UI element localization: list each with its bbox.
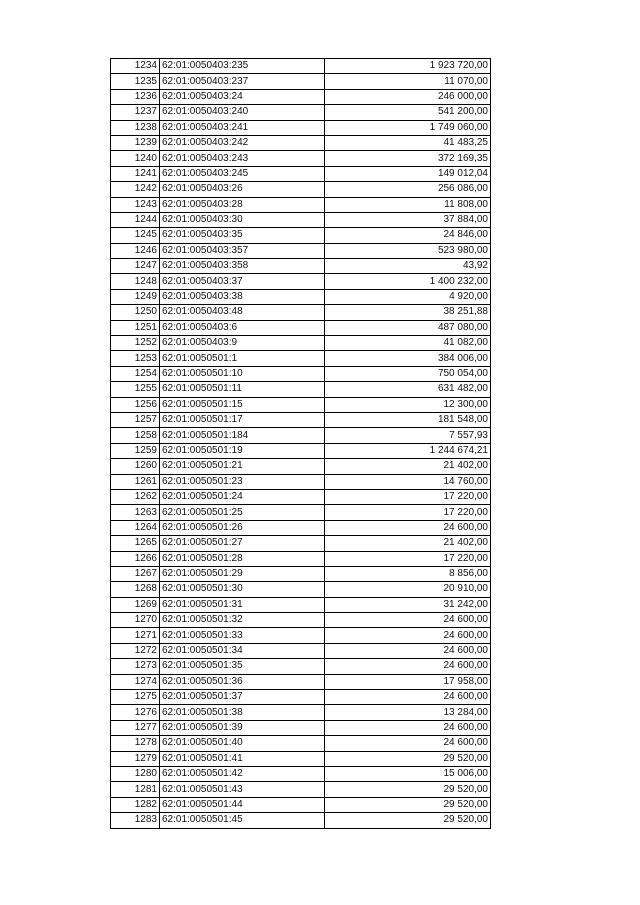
cadastral-number-cell: 62:01:0050501:27	[160, 536, 325, 551]
amount-cell: 13 284,00	[325, 705, 491, 720]
cadastral-number-cell: 62:01:0050403:240	[160, 105, 325, 120]
cadastral-number-cell: 62:01:0050501:35	[160, 659, 325, 674]
amount-cell: 41 483,25	[325, 135, 491, 150]
table-row	[111, 243, 491, 258]
cadastral-number-cell: 62:01:0050501:37	[160, 690, 325, 705]
amount-cell: 29 520,00	[325, 813, 491, 828]
cadastral-number-cell: 62:01:0050501:30	[160, 582, 325, 597]
table-row	[111, 536, 491, 551]
cadastral-number-cell: 62:01:0050501:10	[160, 366, 325, 381]
table-row	[111, 690, 491, 705]
row-number-cell: 1260	[111, 459, 160, 474]
cadastral-number-cell: 62:01:0050501:38	[160, 705, 325, 720]
row-number-cell: 1239	[111, 135, 160, 150]
table-row	[111, 89, 491, 104]
table-row	[111, 505, 491, 520]
amount-cell: 15 006,00	[325, 766, 491, 781]
table-row	[111, 366, 491, 381]
row-number-cell: 1235	[111, 74, 160, 89]
amount-cell: 24 600,00	[325, 643, 491, 658]
cadastral-number-cell: 62:01:0050403:241	[160, 120, 325, 135]
cadastral-number-cell: 62:01:0050403:35	[160, 228, 325, 243]
table-row	[111, 259, 491, 274]
amount-cell: 41 082,00	[325, 336, 491, 351]
row-number-cell: 1271	[111, 628, 160, 643]
cadastral-number-cell: 62:01:0050403:38	[160, 289, 325, 304]
row-number-cell: 1249	[111, 289, 160, 304]
cadastral-number-cell: 62:01:0050403:237	[160, 74, 325, 89]
amount-cell: 149 012,04	[325, 166, 491, 181]
amount-cell: 1 400 232,00	[325, 274, 491, 289]
table-row	[111, 489, 491, 504]
row-number-cell: 1282	[111, 797, 160, 812]
amount-cell: 24 600,00	[325, 659, 491, 674]
cadastral-number-cell: 62:01:0050501:39	[160, 720, 325, 735]
table-row	[111, 751, 491, 766]
amount-cell: 523 980,00	[325, 243, 491, 258]
cadastral-number-cell: 62:01:0050501:26	[160, 520, 325, 535]
amount-cell: 21 402,00	[325, 536, 491, 551]
cadastral-number-cell: 62:01:0050403:26	[160, 182, 325, 197]
row-number-cell: 1254	[111, 366, 160, 381]
row-number-cell: 1261	[111, 474, 160, 489]
cadastral-number-cell: 62:01:0050501:28	[160, 551, 325, 566]
amount-cell: 24 600,00	[325, 690, 491, 705]
row-number-cell: 1242	[111, 182, 160, 197]
table-row	[111, 336, 491, 351]
row-number-cell: 1272	[111, 643, 160, 658]
amount-cell: 21 402,00	[325, 459, 491, 474]
row-number-cell: 1270	[111, 613, 160, 628]
cadastral-number-cell: 62:01:0050403:243	[160, 151, 325, 166]
cadastral-number-cell: 62:01:0050501:44	[160, 797, 325, 812]
amount-cell: 17 220,00	[325, 489, 491, 504]
row-number-cell: 1246	[111, 243, 160, 258]
table-row	[111, 551, 491, 566]
amount-cell: 17 958,00	[325, 674, 491, 689]
data-table	[110, 58, 491, 829]
amount-cell: 31 242,00	[325, 597, 491, 612]
table-row	[111, 582, 491, 597]
row-number-cell: 1275	[111, 690, 160, 705]
cadastral-number-cell: 62:01:0050501:45	[160, 813, 325, 828]
cadastral-number-cell: 62:01:0050403:235	[160, 59, 325, 74]
amount-cell: 43,92	[325, 259, 491, 274]
table-row	[111, 566, 491, 581]
row-number-cell: 1273	[111, 659, 160, 674]
table-row	[111, 736, 491, 751]
amount-cell: 256 086,00	[325, 182, 491, 197]
cadastral-number-cell: 62:01:0050501:34	[160, 643, 325, 658]
table-row	[111, 74, 491, 89]
table-row	[111, 674, 491, 689]
row-number-cell: 1241	[111, 166, 160, 181]
row-number-cell: 1265	[111, 536, 160, 551]
amount-cell: 29 520,00	[325, 797, 491, 812]
amount-cell: 24 600,00	[325, 520, 491, 535]
row-number-cell: 1255	[111, 382, 160, 397]
cadastral-number-cell: 62:01:0050501:42	[160, 766, 325, 781]
table-row	[111, 597, 491, 612]
cadastral-number-cell: 62:01:0050501:24	[160, 489, 325, 504]
table-row	[111, 289, 491, 304]
table-row	[111, 459, 491, 474]
cadastral-number-cell: 62:01:0050501:21	[160, 459, 325, 474]
amount-cell: 24 846,00	[325, 228, 491, 243]
amount-cell: 487 080,00	[325, 320, 491, 335]
row-number-cell: 1250	[111, 305, 160, 320]
amount-cell: 12 300,00	[325, 397, 491, 412]
cadastral-number-cell: 62:01:0050501:25	[160, 505, 325, 520]
row-number-cell: 1281	[111, 782, 160, 797]
cadastral-number-cell: 62:01:0050403:245	[160, 166, 325, 181]
table-row	[111, 613, 491, 628]
cadastral-number-cell: 62:01:0050501:29	[160, 566, 325, 581]
amount-cell: 631 482,00	[325, 382, 491, 397]
cadastral-number-cell: 62:01:0050501:31	[160, 597, 325, 612]
table-row	[111, 474, 491, 489]
cadastral-number-cell: 62:01:0050501:41	[160, 751, 325, 766]
table-row	[111, 720, 491, 735]
table-row	[111, 782, 491, 797]
row-number-cell: 1262	[111, 489, 160, 504]
row-number-cell: 1234	[111, 59, 160, 74]
table-row	[111, 428, 491, 443]
row-number-cell: 1247	[111, 259, 160, 274]
table-row	[111, 59, 491, 74]
table-row	[111, 659, 491, 674]
cadastral-number-cell: 62:01:0050403:357	[160, 243, 325, 258]
row-number-cell: 1253	[111, 351, 160, 366]
cadastral-number-cell: 62:01:0050501:19	[160, 443, 325, 458]
table-row	[111, 643, 491, 658]
amount-cell: 14 760,00	[325, 474, 491, 489]
cadastral-number-cell: 62:01:0050403:9	[160, 336, 325, 351]
amount-cell: 24 600,00	[325, 628, 491, 643]
row-number-cell: 1280	[111, 766, 160, 781]
table-row	[111, 151, 491, 166]
row-number-cell: 1244	[111, 212, 160, 227]
cadastral-number-cell: 62:01:0050501:40	[160, 736, 325, 751]
row-number-cell: 1283	[111, 813, 160, 828]
row-number-cell: 1238	[111, 120, 160, 135]
row-number-cell: 1269	[111, 597, 160, 612]
amount-cell: 8 856,00	[325, 566, 491, 581]
amount-cell: 29 520,00	[325, 782, 491, 797]
row-number-cell: 1277	[111, 720, 160, 735]
table-row	[111, 443, 491, 458]
table-row	[111, 813, 491, 828]
cadastral-number-cell: 62:01:0050403:6	[160, 320, 325, 335]
cadastral-number-cell: 62:01:0050501:1	[160, 351, 325, 366]
row-number-cell: 1256	[111, 397, 160, 412]
cadastral-number-cell: 62:01:0050403:242	[160, 135, 325, 150]
table-row	[111, 166, 491, 181]
row-number-cell: 1268	[111, 582, 160, 597]
amount-cell: 1 244 674,21	[325, 443, 491, 458]
row-number-cell: 1263	[111, 505, 160, 520]
row-number-cell: 1236	[111, 89, 160, 104]
row-number-cell: 1248	[111, 274, 160, 289]
table-row	[111, 212, 491, 227]
amount-cell: 541 200,00	[325, 105, 491, 120]
cadastral-number-cell: 62:01:0050501:23	[160, 474, 325, 489]
row-number-cell: 1252	[111, 336, 160, 351]
row-number-cell: 1237	[111, 105, 160, 120]
row-number-cell: 1279	[111, 751, 160, 766]
cadastral-number-cell: 62:01:0050501:33	[160, 628, 325, 643]
table-row	[111, 351, 491, 366]
cadastral-number-cell: 62:01:0050501:15	[160, 397, 325, 412]
table-row	[111, 305, 491, 320]
cadastral-number-cell: 62:01:0050501:36	[160, 674, 325, 689]
amount-cell: 17 220,00	[325, 551, 491, 566]
table-row	[111, 135, 491, 150]
table-row	[111, 797, 491, 812]
table-row	[111, 628, 491, 643]
cadastral-number-cell: 62:01:0050403:48	[160, 305, 325, 320]
row-number-cell: 1258	[111, 428, 160, 443]
amount-cell: 246 000,00	[325, 89, 491, 104]
amount-cell: 1 923 720,00	[325, 59, 491, 74]
amount-cell: 29 520,00	[325, 751, 491, 766]
table-row	[111, 120, 491, 135]
table-row	[111, 197, 491, 212]
table-row	[111, 412, 491, 427]
amount-cell: 24 600,00	[325, 613, 491, 628]
amount-cell: 181 548,00	[325, 412, 491, 427]
amount-cell: 7 557,93	[325, 428, 491, 443]
table-row	[111, 320, 491, 335]
cadastral-number-cell: 62:01:0050403:24	[160, 89, 325, 104]
table-body	[111, 59, 491, 829]
cadastral-number-cell: 62:01:0050403:28	[160, 197, 325, 212]
amount-cell: 1 749 060,00	[325, 120, 491, 135]
amount-cell: 38 251,88	[325, 305, 491, 320]
table-row	[111, 520, 491, 535]
amount-cell: 11 808,00	[325, 197, 491, 212]
table-row	[111, 705, 491, 720]
row-number-cell: 1243	[111, 197, 160, 212]
table-row	[111, 397, 491, 412]
cadastral-number-cell: 62:01:0050403:37	[160, 274, 325, 289]
cadastral-number-cell: 62:01:0050501:11	[160, 382, 325, 397]
amount-cell: 20 910,00	[325, 582, 491, 597]
row-number-cell: 1276	[111, 705, 160, 720]
amount-cell: 37 884,00	[325, 212, 491, 227]
row-number-cell: 1264	[111, 520, 160, 535]
amount-cell: 11 070,00	[325, 74, 491, 89]
cadastral-number-cell: 62:01:0050403:30	[160, 212, 325, 227]
cadastral-number-cell: 62:01:0050403:358	[160, 259, 325, 274]
row-number-cell: 1278	[111, 736, 160, 751]
cadastral-number-cell: 62:01:0050501:32	[160, 613, 325, 628]
cadastral-number-cell: 62:01:0050501:17	[160, 412, 325, 427]
cadastral-number-cell: 62:01:0050501:43	[160, 782, 325, 797]
table-row	[111, 274, 491, 289]
amount-cell: 24 600,00	[325, 736, 491, 751]
table-row	[111, 382, 491, 397]
row-number-cell: 1259	[111, 443, 160, 458]
table-row	[111, 228, 491, 243]
amount-cell: 24 600,00	[325, 720, 491, 735]
row-number-cell: 1274	[111, 674, 160, 689]
table-row	[111, 182, 491, 197]
amount-cell: 384 006,00	[325, 351, 491, 366]
table-row	[111, 105, 491, 120]
row-number-cell: 1251	[111, 320, 160, 335]
row-number-cell: 1266	[111, 551, 160, 566]
row-number-cell: 1257	[111, 412, 160, 427]
row-number-cell: 1267	[111, 566, 160, 581]
amount-cell: 4 920,00	[325, 289, 491, 304]
amount-cell: 17 220,00	[325, 505, 491, 520]
row-number-cell: 1245	[111, 228, 160, 243]
table-row	[111, 766, 491, 781]
row-number-cell: 1240	[111, 151, 160, 166]
amount-cell: 372 169,35	[325, 151, 491, 166]
amount-cell: 750 054,00	[325, 366, 491, 381]
cadastral-number-cell: 62:01:0050501:184	[160, 428, 325, 443]
